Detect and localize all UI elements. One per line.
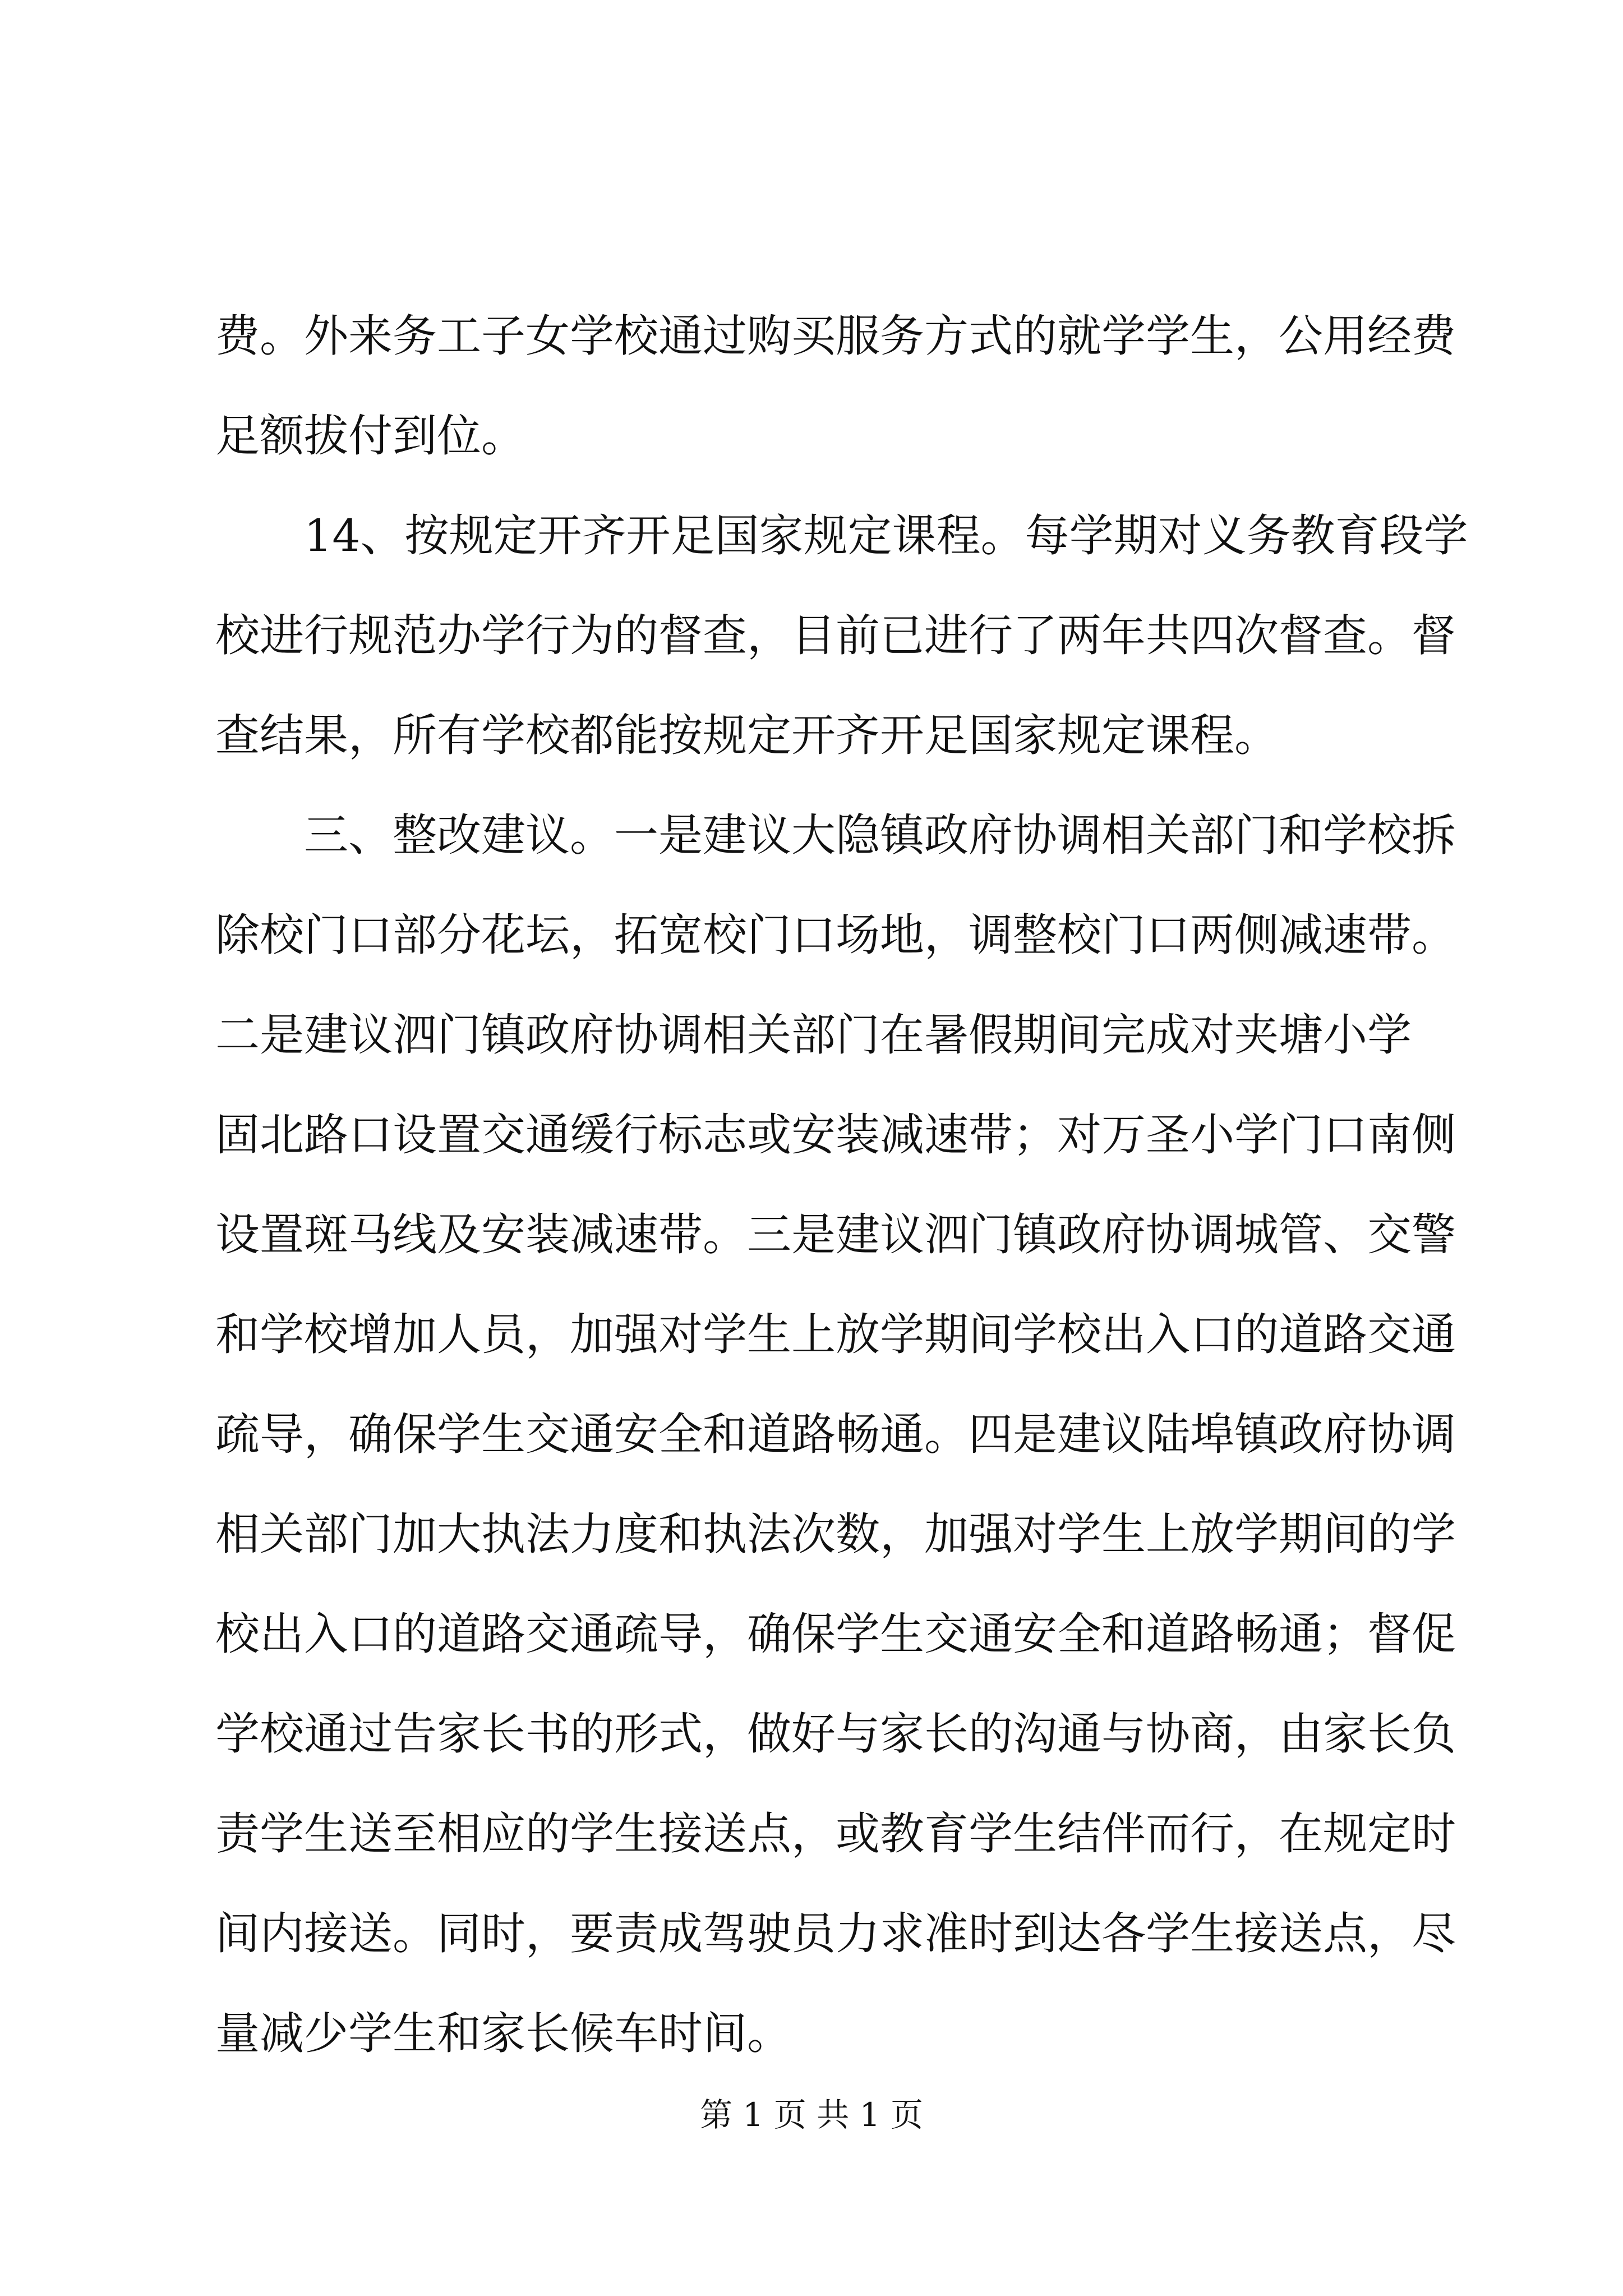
text-line: 疏导，确保学生交通安全和道路畅通。四是建议陆埠镇政府协调 (215, 1409, 1456, 1460)
text-line: 学校通过告家长书的形式，做好与家长的沟通与协商，由家长负 (215, 1708, 1456, 1760)
text-line: 量减少学生和家长候车时间。 (215, 2008, 791, 2059)
text-line: 设置斑马线及安装减速带。三是建议泗门镇政府协调城管、交警 (215, 1209, 1456, 1260)
text-line: 校进行规范办学行为的督查，目前已进行了两年共四次督查。督 (215, 610, 1456, 661)
page-number-footer: 第 1 页 共 1 页 (700, 2096, 923, 2134)
text-line: 14、按规定开齐开足国家规定课程。每学期对义务教育段学 (304, 510, 1468, 562)
text-line: 查结果，所有学校都能按规定开齐开足国家规定课程。 (215, 710, 1279, 761)
text-line: 费。外来务工子女学校通过购买服务方式的就学学生，公用经费 (215, 310, 1456, 362)
text-line: 校出入口的道路交通疏导，确保学生交通安全和道路畅通；督促 (215, 1608, 1456, 1660)
text-line: 和学校增加人员，加强对学生上放学期间学校出入口的道路交通 (215, 1309, 1456, 1360)
text-line: 足额拔付到位。 (215, 410, 525, 462)
text-line: 除校门口部分花坛，拓宽校门口场地，调整校门口两侧减速带。 (215, 909, 1456, 961)
document-body (215, 286, 1468, 2083)
text-line: 固北路口设置交通缓行标志或安装减速带；对万圣小学门口南侧 (215, 1109, 1456, 1161)
text-line: 相关部门加大执法力度和执法次数，加强对学生上放学期间的学 (215, 1508, 1456, 1560)
text-line: 责学生送至相应的学生接送点，或教育学生结伴而行，在规定时 (215, 1808, 1456, 1860)
text-line: 三、整改建议。一是建议大隐镇政府协调相关部门和学校拆 (304, 809, 1456, 861)
text-line: 二是建议泗门镇政府协调相关部门在暑假期间完成对夹塘小学 (215, 1009, 1412, 1061)
text-line: 间内接送。同时，要责成驾驶员力求准时到达各学生接送点，尽 (215, 1908, 1456, 1959)
